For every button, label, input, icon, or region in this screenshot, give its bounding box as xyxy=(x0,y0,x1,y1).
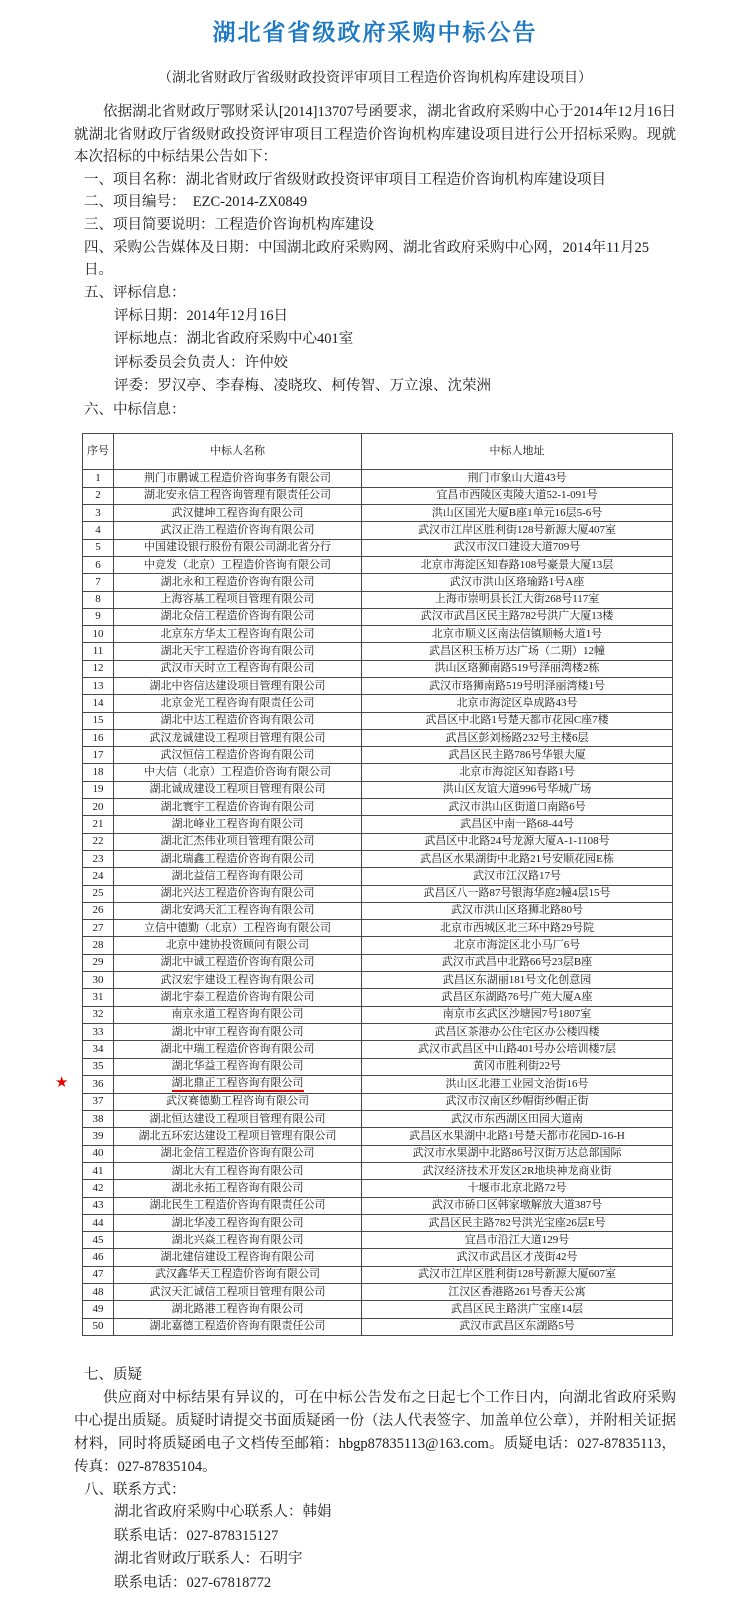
section-project-name: 一、项目名称：湖北省财政厅省级财政投资评审项目工程造价咨询机构库建设项目 xyxy=(84,171,606,188)
row-number-cell: 36 ★ xyxy=(83,1075,114,1093)
table-row xyxy=(83,1023,673,1040)
section-award-info: 六、中标信息： xyxy=(84,401,186,418)
contact-person-center: 湖北省政府采购中心联系人：韩娟 xyxy=(114,1504,332,1521)
table-row xyxy=(83,954,673,971)
table-row xyxy=(83,1266,673,1283)
table-row xyxy=(83,764,673,781)
row-number-cell: 19 xyxy=(83,781,114,798)
winner-name-cell: 湖北中达工程造价咨询有限公司 xyxy=(114,712,362,729)
winner-address-cell: 武汉市汉南区纱帽街纱帽正街 xyxy=(362,1093,673,1110)
table-row xyxy=(83,626,673,643)
table-row xyxy=(83,937,673,954)
winner-name-cell: 武汉鑫华天工程造价咨询有限公司 xyxy=(114,1266,362,1283)
winner-address-cell: 武汉市武昌中北路66号23层B座 xyxy=(362,954,673,971)
winner-address-cell: 武昌区积玉桥万达广场（二期）12幢 xyxy=(362,643,673,660)
row-number-cell: 27 xyxy=(83,920,114,937)
row-number-cell: 10 xyxy=(83,626,114,643)
table-row xyxy=(83,1111,673,1128)
winner-address-cell: 武昌区民主路782号洪光宝座26层E号 xyxy=(362,1214,673,1231)
winner-address-cell: 黄冈市胜利街22号 xyxy=(362,1058,673,1075)
winner-name-cell: 武汉市天时立工程咨询有限公司 xyxy=(114,660,362,677)
winner-name-cell: 北京中建协投资顾问有限公司 xyxy=(114,937,362,954)
row-number-cell: 49 xyxy=(83,1301,114,1318)
winner-address-cell: 武汉经济技术开发区2R地块神龙商业街 xyxy=(362,1163,673,1180)
row-number-cell: 20 xyxy=(83,799,114,816)
winner-address-cell: 武汉市东西湖区田园大道南 xyxy=(362,1111,673,1128)
winner-name-cell: 武汉赛德勤工程咨询有限公司 xyxy=(114,1093,362,1110)
winner-address-cell: 武汉市硚口区韩家墩解放大道387号 xyxy=(362,1197,673,1214)
highlighted-winner-name: 湖北鼎正工程咨询有限公司 xyxy=(172,1077,304,1092)
evaluation-date: 评标日期：2014年12月16日 xyxy=(114,307,288,324)
table-row xyxy=(83,1249,673,1266)
row-number-cell: 5 xyxy=(83,539,114,556)
winner-name-cell: 北京金光工程咨询有限责任公司 xyxy=(114,695,362,712)
winner-name-cell: 湖北永拓工程咨询有限公司 xyxy=(114,1180,362,1197)
winner-address-cell: 武昌区水果湖中北路1号楚天都市花园D-16-H xyxy=(362,1128,673,1145)
row-number-cell: 14 xyxy=(83,695,114,712)
table-row xyxy=(83,695,673,712)
winner-address-cell: 武昌区东湖丽181号文化创意园 xyxy=(362,972,673,989)
winner-name-cell: 湖北大有工程咨询有限公司 xyxy=(114,1163,362,1180)
table-row xyxy=(83,833,673,850)
winner-name-cell: 中大信（北京）工程造价咨询有限公司 xyxy=(114,764,362,781)
winner-name-cell: 武汉龙诚建设工程项目管理有限公司 xyxy=(114,729,362,746)
winner-name-cell: 湖北寰宇工程造价咨询有限公司 xyxy=(114,799,362,816)
winner-address-cell: 洪山区珞狮南路519号泽丽湾楼2栋 xyxy=(362,660,673,677)
winner-address-cell: 武昌区彭刘杨路232号主楼6层 xyxy=(362,729,673,746)
row-number-cell: 40 xyxy=(83,1145,114,1162)
header-cell-winner-name: 中标人名称 xyxy=(114,434,362,470)
section-media-date: 四、采购公告媒体及日期：中国湖北政府采购网、湖北省政府采购中心网，2014年11月25日。 xyxy=(84,239,649,279)
row-number-cell: 3 xyxy=(83,505,114,522)
row-number-cell: 15 xyxy=(83,712,114,729)
winner-address-cell: 武汉市洪山区珞狮北路80号 xyxy=(362,902,673,919)
header-cell-winner-address: 中标人地址 xyxy=(362,434,673,470)
row-number-cell: 8 xyxy=(83,591,114,608)
winner-address-cell: 武昌区茶港办公住宅区办公楼四楼 xyxy=(362,1023,673,1040)
row-number-cell: 41 xyxy=(83,1163,114,1180)
row-number-cell: 12 xyxy=(83,660,114,677)
row-number-cell: 47 xyxy=(83,1266,114,1283)
winner-address-cell: 武汉市江岸区胜利街128号新源大厦607室 xyxy=(362,1266,673,1283)
row-number-cell: 44 xyxy=(83,1214,114,1231)
row-number-cell: 31 xyxy=(83,989,114,1006)
winner-name-cell: 湖北宇泰工程造价咨询有限公司 xyxy=(114,989,362,1006)
row-number-cell: 21 xyxy=(83,816,114,833)
row-number-cell: 50 xyxy=(83,1318,114,1335)
winner-name-cell: 湖北峰业工程咨询有限公司 xyxy=(114,816,362,833)
table-row xyxy=(83,712,673,729)
row-number-cell: 9 xyxy=(83,608,114,625)
table-header-row xyxy=(83,434,673,470)
row-number-cell: 1 xyxy=(83,470,114,487)
table-row xyxy=(83,556,673,573)
section-project-summary: 三、项目简要说明：工程造价咨询机构库建设 xyxy=(84,216,374,233)
row-number-cell: 35 xyxy=(83,1058,114,1075)
winner-name-cell: 湖北安鸿天汇工程咨询有限公司 xyxy=(114,902,362,919)
winner-name-cell: 湖北中瑞工程造价咨询有限公司 xyxy=(114,1041,362,1058)
winner-name-cell: 湖北五环宏达建设工程项目管理有限公司 xyxy=(114,1128,362,1145)
winner-address-cell: 洪山区国光大厦B座1单元16层5-6号 xyxy=(362,505,673,522)
table-row xyxy=(83,1128,673,1145)
section-evaluation-info: 五、评标信息： xyxy=(84,285,186,302)
winner-address-cell: 武汉市武昌区民主路782号洪广大厦13楼 xyxy=(362,608,673,625)
contact-person-finance: 湖北省财政厅联系人：石明宇 xyxy=(114,1551,303,1568)
winner-name-cell: 武汉宏宇建设工程咨询有限公司 xyxy=(114,972,362,989)
winner-address-cell: 荆门市象山大道43号 xyxy=(362,470,673,487)
page-title: 湖北省省级政府采购中标公告 xyxy=(212,20,538,45)
winner-name-cell: 武汉正浩工程造价咨询有限公司 xyxy=(114,522,362,539)
row-number-cell: 34 xyxy=(83,1041,114,1058)
evaluation-committee-members: 评委：罗汉亭、李春梅、凌晓玫、柯传智、万立湶、沈荣洲 xyxy=(114,378,491,395)
winner-name-cell: 湖北永和工程造价咨询有限公司 xyxy=(114,574,362,591)
table-row xyxy=(83,885,673,902)
winner-address-cell: 武汉市汉口建设大道709号 xyxy=(362,539,673,556)
table-row xyxy=(83,1284,673,1301)
winner-address-cell: 武昌区中北路1号楚天都市花园C座7楼 xyxy=(362,712,673,729)
winner-address-cell: 洪山区北港工业园文治街16号 xyxy=(362,1075,673,1093)
winner-name-cell: 湖北兴焱工程咨询有限公司 xyxy=(114,1232,362,1249)
winner-name-cell: 湖北路港工程咨询有限公司 xyxy=(114,1301,362,1318)
table-row xyxy=(83,1058,673,1075)
row-number-cell: 43 xyxy=(83,1197,114,1214)
winner-address-cell: 北京市海淀区阜成路43号 xyxy=(362,695,673,712)
row-number-cell: 26 xyxy=(83,902,114,919)
table-row xyxy=(83,677,673,694)
winner-name-cell: 武汉恒信工程造价咨询有限公司 xyxy=(114,747,362,764)
winner-address-cell: 武昌区八一路87号银海华庭2幢4层15号 xyxy=(362,885,673,902)
winners-table-body xyxy=(55,470,673,1336)
winner-address-cell: 北京市顺义区南法信镇顺畅大道1号 xyxy=(362,626,673,643)
winner-name-cell: 荆门市鹏诚工程造价咨询事务有限公司 xyxy=(114,470,362,487)
winner-address-cell: 宜昌市西陵区夷陵大道52-1-091号 xyxy=(362,487,673,504)
table-row xyxy=(83,816,673,833)
winner-address-cell: 武汉市江岸区胜利街128号新源大厦407室 xyxy=(362,522,673,539)
winner-name-cell: 上海容基工程项目管理有限公司 xyxy=(114,591,362,608)
table-row xyxy=(83,1318,673,1335)
row-number-cell: 18 xyxy=(83,764,114,781)
winner-address-cell: 宜昌市沿江大道129号 xyxy=(362,1232,673,1249)
table-row xyxy=(83,781,673,798)
table-row xyxy=(83,487,673,504)
table-row xyxy=(83,1075,673,1093)
winner-address-cell: 武汉市武昌区中山路401号办公培训楼7层 xyxy=(362,1041,673,1058)
table-row xyxy=(83,850,673,867)
row-number-cell: 30 xyxy=(83,972,114,989)
row-number-cell: 25 xyxy=(83,885,114,902)
row-number-cell: 23 xyxy=(83,850,114,867)
row-number-cell: 32 xyxy=(83,1006,114,1023)
winner-name-cell: 湖北建信建设工程咨询有限公司 xyxy=(114,1249,362,1266)
winner-name-cell: 立信中德勤（北京）工程咨询有限公司 xyxy=(114,920,362,937)
row-number-cell: 29 xyxy=(83,954,114,971)
winner-name-cell: 湖北金信工程造价咨询有限公司 xyxy=(114,1145,362,1162)
winner-address-cell: 南京市玄武区沙塘园7号1807室 xyxy=(362,1006,673,1023)
row-number-cell: 42 xyxy=(83,1180,114,1197)
row-number-cell: 48 xyxy=(83,1284,114,1301)
table-row xyxy=(83,539,673,556)
table-row xyxy=(83,1006,673,1023)
winner-name-cell: 湖北诚成建设工程项目管理有限公司 xyxy=(114,781,362,798)
row-number-cell: 37 xyxy=(83,1093,114,1110)
winner-name-cell: 中竞发（北京）工程造价咨询有限公司 xyxy=(114,556,362,573)
winner-address-cell: 北京市西城区北三环中路29号院 xyxy=(362,920,673,937)
red-star-icon: ★ xyxy=(55,1074,69,1091)
objection-heading: 七、质疑 xyxy=(84,1366,142,1383)
row-number-cell: 38 xyxy=(83,1111,114,1128)
winner-name-cell: 湖北嘉德工程造价咨询有限责任公司 xyxy=(114,1318,362,1335)
winner-name-cell: 湖北民生工程造价咨询有限责任公司 xyxy=(114,1197,362,1214)
announcement-document xyxy=(55,0,676,1595)
row-number-cell: 6 xyxy=(83,556,114,573)
winner-address-cell: 上海市崇明县长江大街268号117室 xyxy=(362,591,673,608)
winner-name-cell: 南京永道工程咨询有限公司 xyxy=(114,1006,362,1023)
row-number-cell: 45 xyxy=(83,1232,114,1249)
table-row xyxy=(83,1163,673,1180)
contact-phone-finance: 联系电话：027-67818772 xyxy=(114,1574,272,1591)
winner-address-cell: 武昌区中南一路68-44号 xyxy=(362,816,673,833)
winner-name-cell: 湖北汇杰伟业项目管理有限公司 xyxy=(114,833,362,850)
table-row xyxy=(83,505,673,522)
table-row xyxy=(83,1093,673,1110)
row-number-cell: 4 xyxy=(83,522,114,539)
table-row xyxy=(83,522,673,539)
row-number-cell: 17 xyxy=(83,747,114,764)
row-number-cell: 11 xyxy=(83,643,114,660)
winner-address-cell: 武汉市水果湖中北路86号汉街万达总部国际 xyxy=(362,1145,673,1162)
winner-address-cell: 武汉市洪山区街道口南路6号 xyxy=(362,799,673,816)
table-row xyxy=(83,470,673,487)
table-row xyxy=(83,1041,673,1058)
winner-name-cell: 湖北兴达工程造价咨询有限公司 xyxy=(114,885,362,902)
winner-address-cell: 武汉市武昌区东湖路5号 xyxy=(362,1318,673,1335)
table-row xyxy=(83,868,673,885)
evaluation-place: 评标地点：湖北省政府采购中心401室 xyxy=(114,331,354,348)
winner-address-cell: 洪山区友谊大道996号华城广场 xyxy=(362,781,673,798)
page-subtitle: （湖北省财政厅省级财政投资评审项目工程造价咨询机构库建设项目） xyxy=(158,71,592,86)
winner-address-cell: 武汉市洪山区珞瑜路1号A座 xyxy=(362,574,673,591)
row-number-cell: 28 xyxy=(83,937,114,954)
row-number-cell: 16 xyxy=(83,729,114,746)
table-row xyxy=(83,1145,673,1162)
winner-name-cell: 湖北中诚工程造价咨询有限公司 xyxy=(114,954,362,971)
winner-address-cell: 武昌区水果湖街中北路21号安顺花园E栋 xyxy=(362,850,673,867)
row-number-cell: 22 xyxy=(83,833,114,850)
table-row xyxy=(83,643,673,660)
winner-address-cell: 十堰市北京北路72号 xyxy=(362,1180,673,1197)
winner-address-cell: 江汉区香港路261号香天公寓 xyxy=(362,1284,673,1301)
winner-name-cell: 湖北瑞鑫工程造价咨询有限公司 xyxy=(114,850,362,867)
table-row xyxy=(83,1232,673,1249)
table-row xyxy=(83,920,673,937)
table-row xyxy=(83,608,673,625)
row-number-cell: 24 xyxy=(83,868,114,885)
table-row xyxy=(83,1301,673,1318)
winner-name-cell: 湖北中审工程咨询有限公司 xyxy=(114,1023,362,1040)
winner-name-cell: 武汉健坤工程咨询有限公司 xyxy=(114,505,362,522)
section-project-number: 二、项目编号： EZC-2014-ZX0849 xyxy=(84,194,308,211)
winners-table-wrap xyxy=(55,433,676,1336)
winner-name-cell: 湖北中咨信达建设项目管理有限公司 xyxy=(114,677,362,694)
contact-phone-center: 联系电话：027-878315127 xyxy=(114,1527,279,1544)
winner-address-cell: 武昌区民主路786号华银大厦 xyxy=(362,747,673,764)
table-row xyxy=(83,989,673,1006)
winner-address-cell: 武汉市江汉路17号 xyxy=(362,868,673,885)
table-row xyxy=(83,660,673,677)
row-number-cell: 13 xyxy=(83,677,114,694)
winner-name-cell: 湖北恒达建设工程项目管理有限公司 xyxy=(114,1111,362,1128)
table-row xyxy=(83,729,673,746)
winner-name-cell: 湖北众信工程造价咨询有限公司 xyxy=(114,608,362,625)
winner-name-cell: 北京东方华太工程咨询有限公司 xyxy=(114,626,362,643)
winner-name-cell: 湖北安永信工程咨询管理有限责任公司 xyxy=(114,487,362,504)
winner-name-cell: 湖北华凌工程咨询有限公司 xyxy=(114,1214,362,1231)
winner-name-cell: 武汉天汇诚信工程项目管理有限公司 xyxy=(114,1284,362,1301)
winner-name-cell: 湖北华益工程咨询有限公司 xyxy=(114,1058,362,1075)
winner-name-cell: 中国建设银行股份有限公司湖北省分行 xyxy=(114,539,362,556)
winner-address-cell: 武昌区民主路洪广宝座14层 xyxy=(362,1301,673,1318)
row-number-cell: 33 xyxy=(83,1023,114,1040)
row-number-cell: 46 xyxy=(83,1249,114,1266)
table-row xyxy=(83,1180,673,1197)
row-number-cell: 2 xyxy=(83,487,114,504)
winner-address-cell: 北京市海淀区知春路1号 xyxy=(362,764,673,781)
winner-name-cell: 湖北天宇工程造价咨询有限公司 xyxy=(114,643,362,660)
table-row xyxy=(83,902,673,919)
contact-heading: 八、联系方式： xyxy=(84,1481,186,1498)
winners-table xyxy=(55,433,673,1336)
table-row xyxy=(83,972,673,989)
winner-address-cell: 北京市海淀区北小马厂6号 xyxy=(362,937,673,954)
header-cell-number: 序号 xyxy=(83,434,114,470)
winner-address-cell: 北京市海淀区知春路108号豪景大厦13层 xyxy=(362,556,673,573)
winner-name-cell xyxy=(114,1075,362,1093)
winner-name-cell: 湖北益信工程咨询有限公司 xyxy=(114,868,362,885)
table-row xyxy=(83,1197,673,1214)
table-row xyxy=(83,1214,673,1231)
table-row xyxy=(83,574,673,591)
row-number-cell: 39 xyxy=(83,1128,114,1145)
winner-address-cell: 武汉市珞狮南路519号明泽丽湾楼1号 xyxy=(362,677,673,694)
table-row xyxy=(83,747,673,764)
winner-address-cell: 武汉市武昌区才茂街42号 xyxy=(362,1249,673,1266)
table-row xyxy=(83,591,673,608)
row-number-cell: 7 xyxy=(83,574,114,591)
winner-address-cell: 武昌区东湖路76号广苑大厦A座 xyxy=(362,989,673,1006)
objection-paragraph: 供应商对中标结果有异议的，可在中标公告发布之日起七个工作日内，向湖北省政府采购中心提出质疑。质疑时请提交书面质疑函一份（法人代表签字、加盖单位公章），并附相关证据材料，同时将质疑函电子文档传至邮箱：hbgp87835113@163.com。质疑电话：027-87835113，传真：027-87835104。 xyxy=(74,1389,676,1475)
evaluation-committee-head: 评标委员会负责人：许仲姣 xyxy=(114,354,288,371)
table-row xyxy=(83,799,673,816)
winner-address-cell: 武昌区中北路24号龙源大厦A-1-1108号 xyxy=(362,833,673,850)
intro-paragraph: 依据湖北省财政厅鄂财采认[2014]13707号函要求，湖北省政府采购中心于2014年12月16日就湖北省财政厅省级财政投资评审项目工程造价咨询机构库建设项目进行公开招标采购。现就本次招标的中标结果公告如下： xyxy=(74,104,676,165)
